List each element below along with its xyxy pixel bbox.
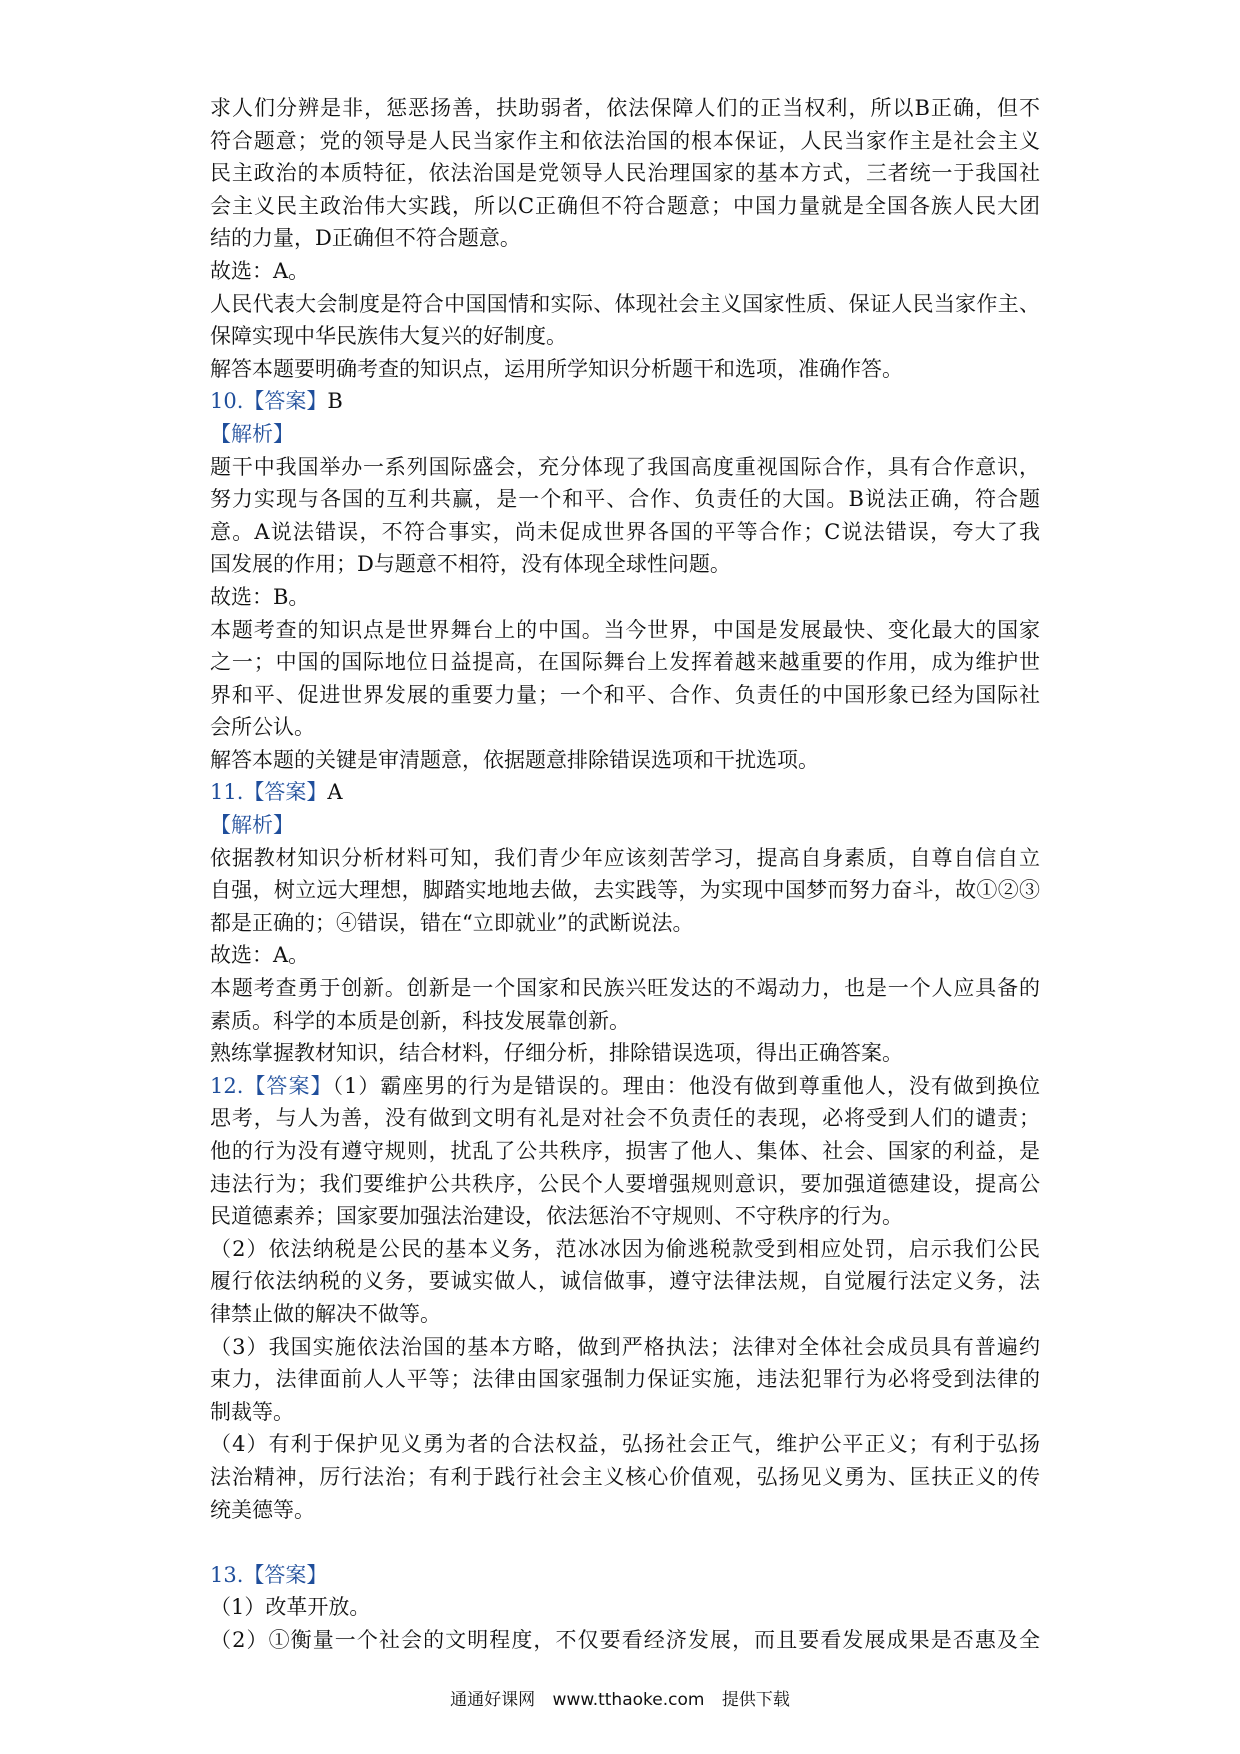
text-line: 故选：A。 <box>210 258 310 283</box>
text-line: 自强，树立远大理想，脚踏实地地去做，去实践等，为实现中国梦而努力奋斗，故①②③ <box>210 878 1040 903</box>
text-line: （1）改革开放。 <box>210 1595 371 1620</box>
text-line: 会所公认。 <box>210 715 315 740</box>
document-body <box>210 92 1040 1657</box>
text-line: 之一；中国的国际地位日益提高，在国际舞台上发挥着越来越重要的作用，成为维护世 <box>210 650 1040 675</box>
page-footer <box>0 1688 1240 1712</box>
text-line: 依据教材知识分析材料可知，我们青少年应该刻苦学习，提高自身素质，自尊自信自立 <box>210 845 1040 870</box>
text-line: （2）依法纳税是公民的基本义务，范冰冰因为偷逃税款受到相应处罚，启示我们公民 <box>210 1236 1040 1261</box>
text-line <box>210 809 1040 842</box>
text-line: 题干中我国举办一系列国际盛会，充分体现了我国高度重视国际合作，具有合作意识， <box>210 454 1040 479</box>
text-line: 本题考查勇于创新。创新是一个国家和民族兴旺发达的不竭动力，也是一个人应具备的 <box>210 976 1040 1001</box>
footer-site-name: 通通好课网 <box>450 1690 536 1710</box>
text-line: 民道德素养；国家要加强法治建设，依法惩治不守规则、不守秩序的行为。 <box>210 1204 903 1229</box>
answer-text: （1）霸座男的行为是错误的。理由：他没有做到尊重他人，没有做到换位 <box>332 1073 1040 1098</box>
text-line: 解答本题的关键是审清题意，依据题意排除错误选项和干扰选项。 <box>210 747 819 772</box>
text-line: 本题考查的知识点是世界舞台上的中国。当今世界，中国是发展最快、变化最大的国家 <box>210 617 1040 642</box>
text-line: 他的行为没有遵守规则，扰乱了公共秩序，损害了他人、集体、社会、国家的利益，是 <box>210 1139 1040 1163</box>
text-line: 会主义民主政治伟大实践，所以C正确但不符合题意；中国力量就是全国各族人民大团 <box>210 193 1040 218</box>
text-line: 都是正确的；④错误，错在“立即就业”的武断说法。 <box>210 910 694 935</box>
text-line: 制裁等。 <box>210 1399 294 1424</box>
text-line: 民主政治的本质特征，依法治国是党领导人民治理国家的基本方式，三者统一于我国社 <box>210 161 1040 186</box>
section-heading: 【解析】 <box>210 813 294 838</box>
text-line <box>210 385 1040 418</box>
text-line: 求人们分辨是非，惩恶扬善，扶助弱者，依法保障人们的正当权利，所以B正确，但不 <box>210 96 1040 120</box>
text-line: 素质。科学的本质是创新，科技发展靠创新。 <box>210 1008 630 1033</box>
text-line: （4）有利于保护见义勇为者的合法权益，弘扬社会正气，维护公平正义；有利于弘扬 <box>210 1432 1040 1457</box>
answer-text: B <box>327 389 343 414</box>
text-line: 统美德等。 <box>210 1497 315 1522</box>
text-line: 保障实现中华民族伟大复兴的好制度。 <box>210 324 567 349</box>
text-line: 履行依法纳税的义务，要诚实做人，诚信做事，遵守法律法规，自觉履行法定义务，法 <box>210 1269 1040 1294</box>
text-line: 法治精神，厉行法治；有利于践行社会主义核心价值观，弘扬见义勇为、匡扶正义的传 <box>210 1464 1040 1489</box>
text-line <box>210 1070 1040 1103</box>
text-line: 故选：B。 <box>210 584 310 609</box>
text-line: 国发展的作用；D与题意不相符，没有体现全球性问题。 <box>210 552 731 577</box>
text-line: 符合题意；党的领导是人民当家作主和依法治国的根本保证，人民当家作主是社会主义 <box>210 128 1040 153</box>
text-line: （2）①衡量一个社会的文明程度，不仅要看经济发展，而且要看发展成果是否惠及全 <box>210 1627 1040 1652</box>
text-line: 熟练掌握教材知识，结合材料，仔细分析，排除错误选项，得出正确答案。 <box>210 1041 903 1066</box>
text-line: 意。A说法错误，不符合事实，尚未促成世界各国的平等合作；C说法错误，夸大了我 <box>210 519 1040 544</box>
text-line <box>210 776 1040 809</box>
text-line: （3）我国实施依法治国的基本方略，做到严格执法；法律对全体社会成员具有普遍约 <box>210 1334 1040 1359</box>
text-line: 结的力量，D正确但不符合题意。 <box>210 226 521 251</box>
answer-label: 11.【答案】 <box>210 780 328 805</box>
text-line <box>210 1559 1040 1592</box>
text-line: 人民代表大会制度是符合中国国情和实际、体现社会主义国家性质、保证人民当家作主、 <box>210 291 1040 316</box>
footer-url[interactable]: www.tthaoke.com <box>552 1690 705 1710</box>
text-line: 界和平、促进世界发展的重要力量；一个和平、合作、负责任的中国形象已经为国际社 <box>210 682 1040 707</box>
text-line: 律禁止做的解决不做等。 <box>210 1301 441 1326</box>
text-line: 解答本题要明确考查的知识点，运用所学知识分析题干和选项，准确作答。 <box>210 356 903 381</box>
text-line: 束力，法律面前人人平等；法律由国家强制力保证实施，违法犯罪行为必将受到法律的 <box>210 1367 1040 1392</box>
text-line: 故选：A。 <box>210 943 310 968</box>
section-heading: 13.【答案】 <box>210 1562 328 1587</box>
answer-label: 10.【答案】 <box>210 389 328 414</box>
blank-line <box>210 1526 1040 1559</box>
answer-label: 12.【答案】 <box>210 1073 333 1098</box>
text-line: 思考，与人为善，没有做到文明有礼是对社会不负责任的表现，必将受到人们的谴责； <box>210 1106 1040 1131</box>
section-heading: 【解析】 <box>210 421 294 446</box>
text-line <box>210 418 1040 451</box>
text-line: 努力实现与各国的互利共赢，是一个和平、合作、负责任的大国。B说法正确，符合题 <box>210 487 1040 512</box>
answer-text: A <box>327 780 343 805</box>
footer-suffix: 提供下载 <box>721 1690 790 1710</box>
text-line: 违法行为；我们要维护公共秩序，公民个人要增强规则意识，要加强道德建设，提高公 <box>210 1171 1040 1196</box>
